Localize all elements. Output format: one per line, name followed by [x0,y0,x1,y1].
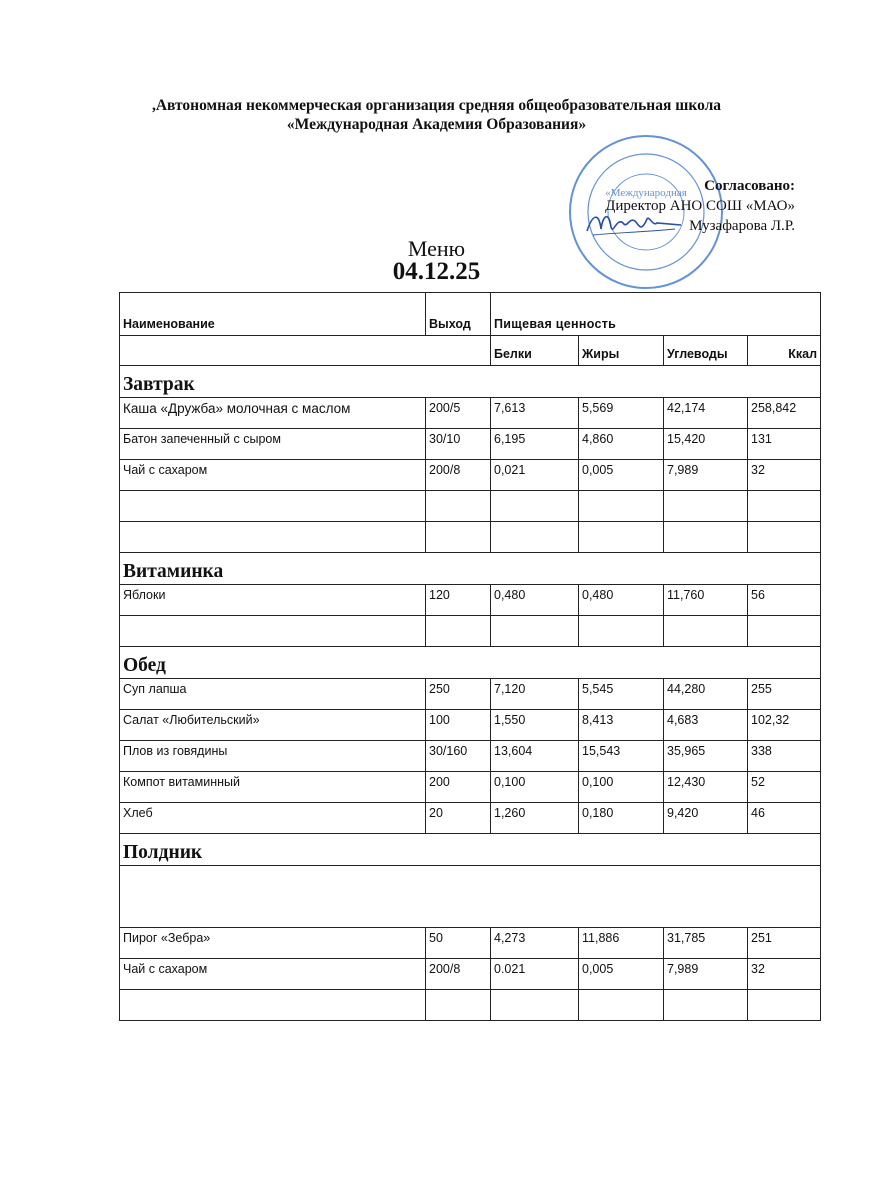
cell-protein: 6,195 [491,429,579,460]
cell-output: 250 [426,679,491,710]
cell-name: Компот витаминный [120,772,426,803]
cell-carbs: 12,430 [664,772,748,803]
cell-carbs: 9,420 [664,803,748,834]
empty-cell [120,491,426,522]
section-title: Обед [120,647,821,679]
cell-output: 100 [426,710,491,741]
cell-kcal: 131 [748,429,821,460]
header-kcal: Ккал [748,336,821,366]
section-header [120,834,821,866]
empty-cell [579,616,664,647]
table-subheader-row [120,336,821,366]
table-row [120,679,821,710]
cell-protein: 0,021 [491,460,579,491]
cell-output: 120 [426,585,491,616]
cell-fat: 0,005 [579,460,664,491]
empty-cell [426,491,491,522]
cell-carbs: 4,683 [664,710,748,741]
section-header [120,366,821,398]
cell-name: Плов из говядины [120,741,426,772]
empty-cell [748,616,821,647]
table-row-empty [120,866,821,928]
empty-cell [664,491,748,522]
cell-name: Хлеб [120,803,426,834]
table-row-empty [120,990,821,1021]
stamp-center-text: «Международная [605,187,687,199]
empty-cell [579,990,664,1021]
cell-fat: 0,180 [579,803,664,834]
table-row [120,460,821,491]
empty-cell [664,522,748,553]
section-title: Полдник [120,834,821,866]
cell-kcal: 56 [748,585,821,616]
table-row [120,398,821,429]
org-name-line-2: «Международная Академия Образования» [286,116,587,133]
subheader-blank [120,336,491,366]
cell-name: Пирог «Зебра» [120,928,426,959]
header-fat: Жиры [579,336,664,366]
empty-cell [120,990,426,1021]
cell-carbs: 44,280 [664,679,748,710]
empty-cell [426,616,491,647]
cell-output: 200/8 [426,460,491,491]
table-row [120,772,821,803]
header-name: Наименование [120,293,426,336]
table-header-row [120,293,821,336]
empty-cell [120,522,426,553]
cell-fat: 0,100 [579,772,664,803]
cell-protein: 0,100 [491,772,579,803]
cell-output: 50 [426,928,491,959]
cell-carbs: 7,989 [664,460,748,491]
cell-carbs: 11,760 [664,585,748,616]
table-row [120,429,821,460]
cell-output: 200/8 [426,959,491,990]
cell-fat: 11,886 [579,928,664,959]
cell-fat: 0,005 [579,959,664,990]
cell-kcal: 258,842 [748,398,821,429]
empty-cell [748,522,821,553]
empty-cell [664,990,748,1021]
cell-kcal: 46 [748,803,821,834]
table-row [120,803,821,834]
empty-cell [491,616,579,647]
cell-fat: 0,480 [579,585,664,616]
menu-table [119,292,821,1021]
approval-director-name: Музафарова Л.Р. [689,218,795,234]
cell-output: 200/5 [426,398,491,429]
cell-name: Чай с сахаром [120,460,426,491]
table-row [120,928,821,959]
cell-kcal: 32 [748,959,821,990]
empty-cell [579,491,664,522]
cell-fat: 4,860 [579,429,664,460]
cell-kcal: 32 [748,460,821,491]
cell-name: Каша «Дружба» молочная с маслом [120,398,426,429]
empty-cell [120,616,426,647]
table-row [120,710,821,741]
cell-protein: 1,550 [491,710,579,741]
cell-fat: 5,569 [579,398,664,429]
org-name-line-1: ,Автономная некоммерческая организация средняя общеобразовательная школа [151,97,722,114]
cell-name: Чай с сахаром [120,959,426,990]
cell-fat: 15,543 [579,741,664,772]
table-row [120,741,821,772]
header-nutrition: Пищевая ценность [491,293,821,336]
cell-name: Салат «Любительский» [120,710,426,741]
header-carbs: Углеводы [664,336,748,366]
empty-cell [491,491,579,522]
cell-protein: 4,273 [491,928,579,959]
cell-carbs: 15,420 [664,429,748,460]
header-output: Выход [426,293,491,336]
menu-title: Меню [407,236,466,261]
cell-carbs: 31,785 [664,928,748,959]
table-row [120,959,821,990]
cell-carbs: 7,989 [664,959,748,990]
cell-fat: 5,545 [579,679,664,710]
cell-kcal: 102,32 [748,710,821,741]
table-row-empty [120,522,821,553]
cell-name: Батон запеченный с сыром [120,429,426,460]
section-header [120,553,821,585]
cell-carbs: 42,174 [664,398,748,429]
organization-header [0,96,873,134]
empty-cell [664,616,748,647]
cell-protein: 13,604 [491,741,579,772]
table-row-empty [120,491,821,522]
cell-output: 20 [426,803,491,834]
section-title: Завтрак [120,366,821,398]
cell-name: Яблоки [120,585,426,616]
cell-carbs: 35,965 [664,741,748,772]
cell-output: 30/10 [426,429,491,460]
approval-block [605,176,795,236]
approval-position: Директор АНО СОШ «МАО» [605,198,795,214]
empty-cell [426,990,491,1021]
cell-kcal: 251 [748,928,821,959]
cell-output: 30/160 [426,741,491,772]
header-protein: Белки [491,336,579,366]
table-row [120,585,821,616]
section-header [120,647,821,679]
empty-cell [748,990,821,1021]
empty-cell [748,491,821,522]
empty-cell [426,522,491,553]
empty-cell [579,522,664,553]
cell-name: Суп лапша [120,679,426,710]
cell-kcal: 52 [748,772,821,803]
cell-protein: 0,480 [491,585,579,616]
empty-cell [120,866,821,928]
cell-protein: 1,260 [491,803,579,834]
section-title: Витаминка [120,553,821,585]
cell-kcal: 255 [748,679,821,710]
empty-cell [491,522,579,553]
empty-cell [491,990,579,1021]
menu-date: 04.12.25 [392,258,481,285]
cell-output: 200 [426,772,491,803]
table-row-empty [120,616,821,647]
cell-fat: 8,413 [579,710,664,741]
cell-kcal: 338 [748,741,821,772]
cell-protein: 7,613 [491,398,579,429]
cell-protein: 7,120 [491,679,579,710]
approval-title: Согласовано: [704,178,795,194]
cell-protein: 0.021 [491,959,579,990]
